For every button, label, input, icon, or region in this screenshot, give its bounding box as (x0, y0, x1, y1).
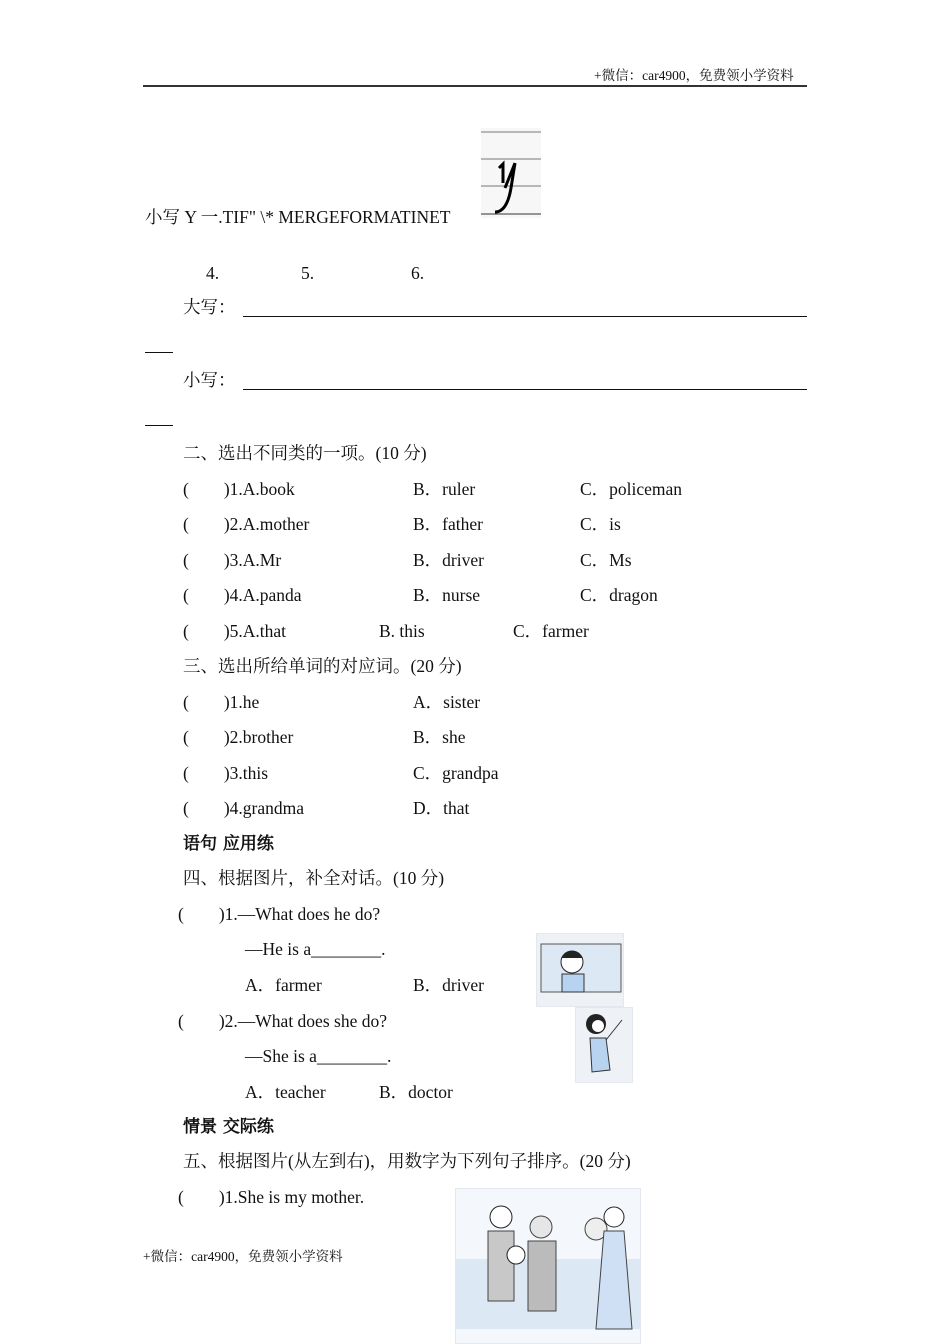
answer-line: —He is a________. (245, 939, 386, 959)
lowercase-answer-line-cont (145, 425, 173, 426)
question: ( )4.grandma (183, 798, 305, 818)
option-b: B．nurse (413, 585, 481, 605)
section4-title: 四、根据图片，补全对话。(10 分) (183, 868, 445, 888)
field-code-text: 小写 Y 一.TIF" \* MERGEFORMATINET (145, 207, 451, 227)
question: ( )2.—What does she do? (178, 1011, 387, 1031)
option: B．she (413, 727, 466, 747)
handwriting-y-image (481, 128, 541, 218)
uppercase-answer-line-cont (145, 352, 173, 353)
heading-scene-practice: 情景 交际练 (183, 1117, 274, 1137)
question: ( )1.A.book (183, 479, 295, 499)
option-b: B．driver (413, 550, 484, 570)
answer-line: —She is a________. (245, 1046, 392, 1066)
number-6: 6. (411, 263, 425, 283)
question: ( )2.brother (183, 727, 294, 747)
heading-sentence-practice: 语句 应用练 (183, 834, 274, 854)
question: ( )3.this (183, 763, 269, 783)
section2-title: 二、选出不同类的一项。(10 分) (183, 443, 427, 463)
teacher-picture (575, 1007, 633, 1083)
option-b: B. this (379, 621, 425, 641)
question: ( )4.A.panda (183, 585, 302, 605)
teacher-icon (576, 1008, 632, 1082)
uppercase-label: 大写： (183, 297, 236, 317)
option: C．grandpa (413, 763, 499, 783)
question: ( )3.A.Mr (183, 550, 282, 570)
lowercase-label: 小写： (183, 370, 236, 390)
option-c: C．is (580, 514, 621, 534)
lowercase-answer-line[interactable] (243, 389, 807, 390)
question: ( )1.he (183, 692, 260, 712)
question: ( )1.—What does he do? (178, 904, 381, 924)
question: ( )1.She is my mother. (178, 1187, 365, 1207)
option-c: C．policeman (580, 479, 683, 499)
uppercase-answer-line[interactable] (243, 316, 807, 317)
option-c: C．dragon (580, 585, 658, 605)
family-icon (456, 1189, 640, 1343)
number-5: 5. (301, 263, 315, 283)
letter-y-icon (481, 128, 541, 218)
option-b: B．doctor (379, 1082, 453, 1102)
section3-title: 三、选出所给单词的对应词。(20 分) (183, 656, 462, 676)
driver-icon (537, 934, 623, 1006)
option-b: B．ruler (413, 479, 476, 499)
page-header: +微信：car4900，免费领小学资料 (594, 68, 794, 83)
option-c: C．farmer (513, 621, 589, 641)
question: ( )5.A.that (183, 621, 287, 641)
option-c: C．Ms (580, 550, 632, 570)
option-a: A．teacher (245, 1082, 326, 1102)
section5-title: 五、根据图片(从左到右)，用数字为下列句子排序。(20 分) (183, 1151, 631, 1171)
option: A．sister (413, 692, 481, 712)
page-footer: +微信：car4900，免费领小学资料 (143, 1249, 343, 1264)
option-b: B．father (413, 514, 483, 534)
option-b: B．driver (413, 975, 484, 995)
option: D．that (413, 798, 470, 818)
header-rule (143, 85, 807, 87)
option-a: A．farmer (245, 975, 322, 995)
number-4: 4. (206, 263, 220, 283)
question: ( )2.A.mother (183, 514, 310, 534)
family-picture (455, 1188, 641, 1344)
driver-picture (536, 933, 624, 1007)
